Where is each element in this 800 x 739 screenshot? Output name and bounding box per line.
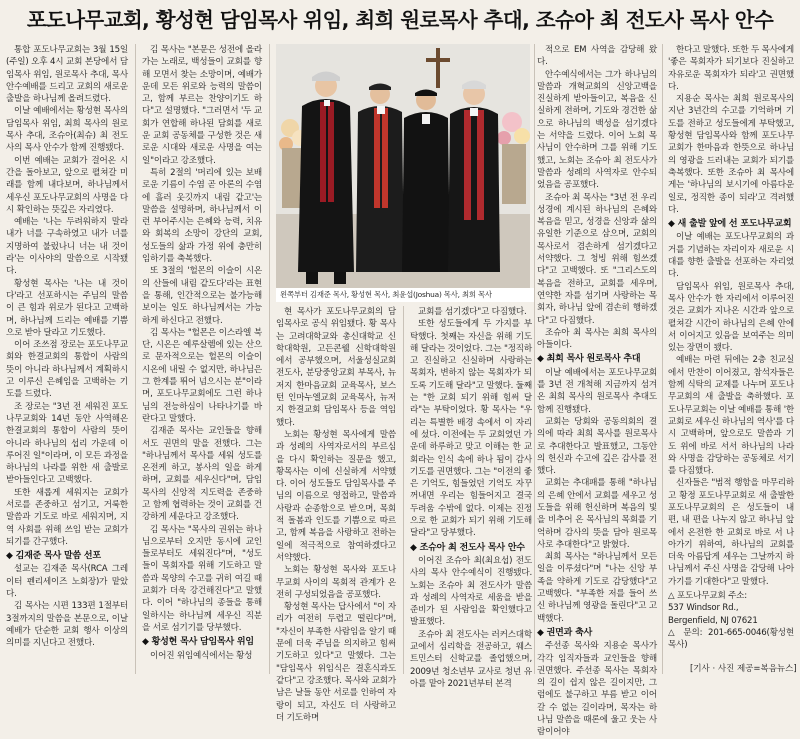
address-street: 537 Windsor Rd., — [668, 603, 739, 614]
article-headline: 포도나무교회, 황성현 담임목사 위임, 최희 원로목사 추대, 조슈아 최 전도사 목사 안수 — [26, 8, 774, 32]
group-photo-illustration — [276, 44, 530, 288]
article-photo — [276, 44, 530, 288]
article-column-4 — [410, 306, 532, 689]
paragraph: 통합 포도나무교회는 3월 15일(주일) 오후 4시 교회 본당에서 담임목사 위임, 원로목사 추대, 목사 안수예배를 드리고 교회의 새로운 출발을 하나님께 올려드렸다. — [6, 45, 128, 105]
paragraph: 이어진 조슈아 최(최요섭) 전도사의 목사 안수예식이 진행됐다. 노회는 조슈아 최 전도사가 말씀과 성례의 사역자로 세움을 받을 준비가 된 사람임을 확인했다고 발표했다. — [410, 555, 532, 628]
paragraph: 김 목사는 시편 133편 1절부터 3절까지의 말씀을 본문으로, 이날 예배가 단순한 교회 행사 이상의 의미를 지닌다고 전했다. — [6, 601, 128, 649]
paragraph: 안수예식에서는 그가 하나님의 말씀과 개혁교회의 신앙고백을 진실하게 받아들이고, 복음을 신실하게 전하며, 기도와 경건한 삶으로 하나님의 백성을 섬기겠다는 서약을 드렸다. 이어 노회 목사님이 안수하며 그를 위해 기도했고, 노회는 조슈아 최 전도사가 말씀과 성례의 사역자로 안수되었음을 공포했다. — [537, 69, 657, 191]
paragraph: 김 목사는 "본문은 성전에 올라가는 노래로, 백성들이 교회를 향해 모면서 찾는 소망이며, 예배가운데 모든 위로와 능력의 말씀이고, 함께 부르는 찬양이기도 하다"고 설명했다. "그러면서 '두 교회가 연합해 하나된 담회를 새로운 교회 공동체를 구성한 것은 새로운 시대와 새로운 사명을 여는 일"이라고 강조했다. — [142, 45, 262, 166]
paragraph: 신자들은 "범적 행함을 마무리하고 황정 포도나무교회로 새 출발한 포도나무교회의 은 성도들이 내 편, 내 편을 나누지 않고 하나님 앞에서 온전한 한 교회로 바로 서 나아가기 위하여, 하나님의 교회를 더욱 아름답게 세우는 그날까지 하나님께서 주신 사명을 감당해 나아가기를 기대한다"고 말했다. — [668, 478, 794, 587]
paragraph: 김 목사는 "헐몬은 이스라엘 북단, 시온은 예루살렘에 있는 산으로 문자적으로는 헐몬의 이슬이 시온에 내릴 수 없지만, 하나님은 그 한계를 뛰어 넘으시는 분"이라며, 포도나무교회에도 그런 하나님의 전능하심이 나타나기를 바란다고 말했다. — [142, 327, 262, 424]
section-heading: ◆ 권면과 축사 — [537, 627, 593, 638]
paragraph: 노회는 황성현 목사에게 말씀과 성례의 사역자로서의 부르심을 다시 확인하는 질문을 했고, 황목사는 이에 신실하게 서약했다. 이어 성도들도 담임목사를 주님의 이름으로 영접하고, 말씀과 사랑과 순종함으로 받으며, 목회적 돌봄과 인도를 기쁨으로 따르고, 함께 복음을 사랑하고 전하는 일에 적극적으로 참여하겠다고 서약했다. — [276, 429, 396, 563]
paragraph: 이어진 위임예식에서는 황성 — [150, 650, 253, 661]
paragraph: 예배는 마련 뒤에는 2층 친교실에서 만찬이 이어졌고, 참석자들은 함께 식탁의 교제를 나누며 포도나무교회의 새 출발을 축하했다. 포도나무교회는 이날 예배를 통해 '한 교회로 세우신 하나님의 역사'를 다시 고백하며, 앞으로도 말씀과 기도 위에 바로 서서 하나님의 나라와 사명을 감당하는 공동체로 서기를 다짐했다. — [668, 355, 794, 477]
paragraph: 황성현 목사는 답사에서 "이 자리가 여전히 두렵고 떨린다"며, "자신이 부족한 사람임을 알기 때문에 더욱 주님을 의지하고 힘써 기도하고 있다"고 말했다. 그는 "담임목사 위임식은 결혼식과도 같다"고 강조했다. 목사와 교회가 남은 날들 동안 서로를 인하여 자랑이 되고, 자신도 더 사랑하고 더 기도하며 — [276, 602, 396, 723]
paragraph: 또한 성도들에게 두 가지를 부탁했다. 첫째는 자신을 위해 기도해 달라는 것이었다. 그는 "정직하고 진실하고 신실하며 사랑하는 목회자, 변하지 않는 목회자가 되도록 기도해 달라"고 말했다. 둘째는 "한 교회 되기 위해 힘써 달라"는 부탁이었다. 황 목사는 "우리는 특별한 배경 속에서 이 자리에 섰다. 이전에는 두 교회였던 가운데 하루하고 맞고 이해는 한 교회라는 인식 속에 하나 됨이 감사 기도를 권면했다. 그는 "이전의 좋은 기억도, 힘들었던 기억도 자꾸 꺼내면 우리는 힘들어지고 결국 두려움 수밖에 없다. 이제는 진정으로 한 교회가 되기 위해 기도해 달라"고 당부했다. — [410, 319, 532, 539]
paragraph: 예배는 '나는 두려워하지 말라 내가 너를 구속하였고 내가 너를 지명하여 불렀나니 너는 내 것이라'는 이사야의 말씀으로 시작됐다. — [6, 217, 128, 277]
paragraph: 설교는 김재준 목사(RCA 그레이터 펜리세이즈 노회장)가 맡았다. — [6, 564, 128, 600]
column-divider — [135, 44, 136, 674]
article-column-5 — [537, 44, 657, 738]
article-column-6 — [668, 44, 794, 674]
section-heading: ◆ 최희 목사 원로목사 추대 — [537, 354, 641, 365]
paragraph: 또 3절의 '헐몬의 이슬이 시온의 산들에 내림 같도다'라는 표현을 통해, 인간적으로는 불가능해 보이는 일도 하나님께서는 가능하게 하신다고 전했다. — [142, 266, 262, 326]
column-divider — [534, 44, 535, 674]
paragraph: 적으로 EM 사역을 감당해 왔다. — [537, 45, 657, 68]
paragraph: 지용순 목사는 최희 원로목사의 지난 3년간의 수고를 기억하며 기도를 전하고 성도들에게 부탁했고, 황성현 담임목사와 함께 포도나무교회가 한마음과 한뜻으로 하나님의 영광을 드러내는 교회가 되기를 축복했다. 또한 조슈아 최 목사에게는 '하나님의 보시기에 아름다운 일로, 정직한 종이 되라'고 격려했다. — [668, 94, 794, 215]
paragraph: 조슈아 최 목사는 최희 목사의 아들이다. — [537, 327, 657, 351]
paragraph: 이날 예배에서는 황성현 목사의 담임목사 위임, 최희 목사의 원로목사 추대, 조슈아(최슈) 최 전도사의 목사 안수가 함께 진행됐다. — [6, 106, 128, 154]
column-divider — [662, 44, 663, 674]
paragraph: 이날 예배는 포도나무교회의 과거를 기념하는 자리이자 새로운 시대를 향한 출발을 선포하는 자리였다. — [668, 232, 794, 280]
paragraph: 노회는 황성현 목사와 포도나무교회 사이의 목회적 관계가 온전히 구성되었음을 공포했다. — [276, 565, 396, 600]
paragraph: 이날 예배에서는 포도나무교회를 3년 전 개척해 지금까지 섬겨온 최희 목사의 원로목사 추대도 함께 진행됐다. — [537, 367, 657, 415]
article-column-2 — [142, 44, 262, 674]
section-heading: ◆ 새 출발 앞에 선 포도나무교회 — [668, 219, 792, 230]
cross-icon — [436, 48, 440, 88]
paragraph: 김 목사는 "목사의 권위는 하나님으로부터 오지만 동시에 교인들로부터도 세워진다"며, "성도들이 목회자를 위해 기도하고 말씀과 목양의 수고를 귀히 여길 때 교회가 더욱 강건해진다"고 말했다. 이어 "하나님의 종들을 통해 일하시는 하나님께 세우신 직분을 서로 섬기기를 당부했다. — [142, 524, 262, 633]
paragraph: 특히 2절의 '머리에 있는 보배로운 기름이 수염 곧 아론의 수염에 흘러 옷깃까지 내림 같고'는 말씀을 설명하며, 하나님께서 이런 부어주시는 은혜와 능력, 치유와 회복의 소망이 강단의 교회, 성도들의 삶과 가정 위에 충만히 임하기를 축복했다. — [142, 167, 262, 265]
paragraph: 현 목사가 포도나무교회의 담임목사로 공식 위임됐다. 황 목사는 고려대학교와 총신대학교 신학대학원, 고든콘웰 신학대학원에서 공부했으며, 서울성실교회 전도사, 분당중앙교회 부목사, 뉴저지 한마음교회 교육목사, 보스턴 인마누엘교회 교육목사, 뉴저지 한결교회 담임목사 등을 역임했다. — [276, 307, 396, 428]
address-city: Bergenfield, NJ 07621 — [668, 615, 758, 626]
address-label: △ 포도나무교회 주소: — [668, 591, 747, 602]
paragraph: 김재준 목사는 교인들을 향해서도 권면의 말을 전했다. 그는 "하나님께서 목사를 세워 성도를 온전케 하고, 봉사의 일을 하게 하며, 교회를 세우신다"며, 담임목사의 신앙적 지도력을 존중하고 함께 협력하는 것이 교회를 건강하게 세운다고 강조했다. — [142, 426, 262, 523]
paragraph: 이어 조쓰점 장로는 포도나무교회와 한결교회의 통합이 사람의 뜻이 아니라 하나님께서 계획하시고 이루신 은혜임을 고백하는 기도를 드렸다. — [6, 340, 128, 400]
paragraph: 조 장로는 "3년 전 세워진 포도나무교회와 14년 동안 사역해온 한결교회의 통합이 사람의 뜻이 아니라 하나님의 섭리 가운데 이루어진 일"이라며, 이 모든 과정을 하나님의 나라를 위한 새 출발로 받아들인다고 고백했다. — [6, 401, 128, 486]
paragraph: 교회는 당회와 공동의회의 결의에 따라 최희 목사를 원로목사로 추대한다고 발표했고, 그동안의 헌신과 수고에 깊은 감사를 전했다. — [537, 416, 657, 477]
paragraph: 또한 새롭게 세워지는 교회가 서로를 존중하고 섬기고, 거룩한 말씀과 기도로 바로 세워지며, 지역 사회를 위해 쓰임 받는 교회가 되기를 간구했다. — [6, 487, 128, 547]
paragraph: 교회는 추대패를 통해 "하나님의 은혜 안에서 교회를 세우고 성도들을 위해 헌신하며 복음의 빛을 비추어 온 목사님의 목회를 기억하며 감사의 뜻을 담아 원로목사로 추대한다"고 밝혔다. — [537, 478, 657, 550]
article-credit: [기사 · 사진 제공=복음뉴스] — [690, 664, 797, 674]
column-divider — [403, 306, 404, 674]
paragraph: 교회를 섬기겠다"고 다짐했다. — [418, 307, 527, 317]
paragraph: 조슈아 최 목사는 "3년 전 우리 성경에 계시된 하나님의 은혜와 복음을 믿고, 성경을 신앙과 삶의 유일한 기준으로 삼으며, 교회의 목사로서 겸손하게 섬기겠다고 서약했다. 그 청빙 위해 힘쓰겠다"고 고백했다. 또 "그리스도의 복음을 전하고, 교회를 세우며, 연약한 자를 섬기며 사랑하는 목회자, 하나님 앞에 겸손히 행하겠다"고 다짐했다. — [537, 192, 657, 326]
paragraph: 황성현 목사는 '나는 내 것이 다'라고 선포하시는 주님의 말씀이 큰 힘과 위로가 된다고 고백하며, 하나님께 드리는 예배를 기쁨으로 받아 달라고 기도했다. — [6, 278, 128, 338]
contact-phone: △ 문의: 201-665-0046(황성현 목사) — [668, 627, 794, 651]
paragraph: 최희 목사는 "하나님께서 모든 일을 이루셨다"며 "나는 신앙 부족을 약하게 기도로 감당했다"고 고백했다. "부족한 저를 들어 쓰신 하나님께 영광을 돌린다"고 고백했다. — [537, 552, 657, 624]
paragraph: 주선종 목사와 지용순 목사가 각각 임직자들과 교인들을 향해 권면했다. 주선종 목사는 목회자의 길이 쉽지 않은 길이지만, 그럼에도 불구하고 부름 받고 이어 갈 수 없는 길이라며, 목자는 하나님 말씀을 때론에 울고 웃는 사람이어야 — [537, 641, 657, 738]
church-contact — [668, 590, 794, 651]
paragraph: 조슈아 최 전도사는 러커스대학교에서 심리학을 전공하고, 웨스트민스터 신학교를 졸업했으며, 2009년 청소년부 교사로 청년 유아를 맡아 2021년부터 본격 — [410, 629, 532, 689]
paragraph: 한다고 말했다. 또한 두 목사에게 '좋은 목회자가 되기보다 진실하고 자유로운 목회자가 되라'고 권면했다. — [668, 45, 794, 92]
section-heading: ◆ 김재준 목사 말씀 선포 — [6, 551, 101, 562]
paragraph: 이번 예배는 교회가 걸어온 시간을 돌아보고, 앞으로 펼쳐갈 미래를 함께 내다보며, 하나님께서 세우신 포도나무교회의 사명을 다시 확인하는 뜻깊은 자리였다. — [6, 155, 128, 215]
column-divider — [269, 44, 270, 674]
section-heading: ◆ 조슈아 최 전도사 목사 안수 — [410, 542, 525, 553]
section-heading: ◆ 황성현 목사 담임목사 위임 — [142, 637, 254, 648]
article-column-3 — [276, 306, 396, 723]
photo-caption: 왼쪽부터 김재준 목사, 황성현 목사, 최윤섭(Joshua) 목사, 최희 목사 — [276, 288, 534, 302]
article-column-1 — [6, 44, 128, 674]
paragraph: 담임목사 위임, 원로목사 추대, 목사 안수가 한 자리에서 이루어진 것은 교회가 지나온 시간과 앞으로 펼쳐갈 시간이 하나님의 은혜 안에서 이어지고 있음을 보여주는 의미 있는 장면이 됐다. — [668, 281, 794, 354]
